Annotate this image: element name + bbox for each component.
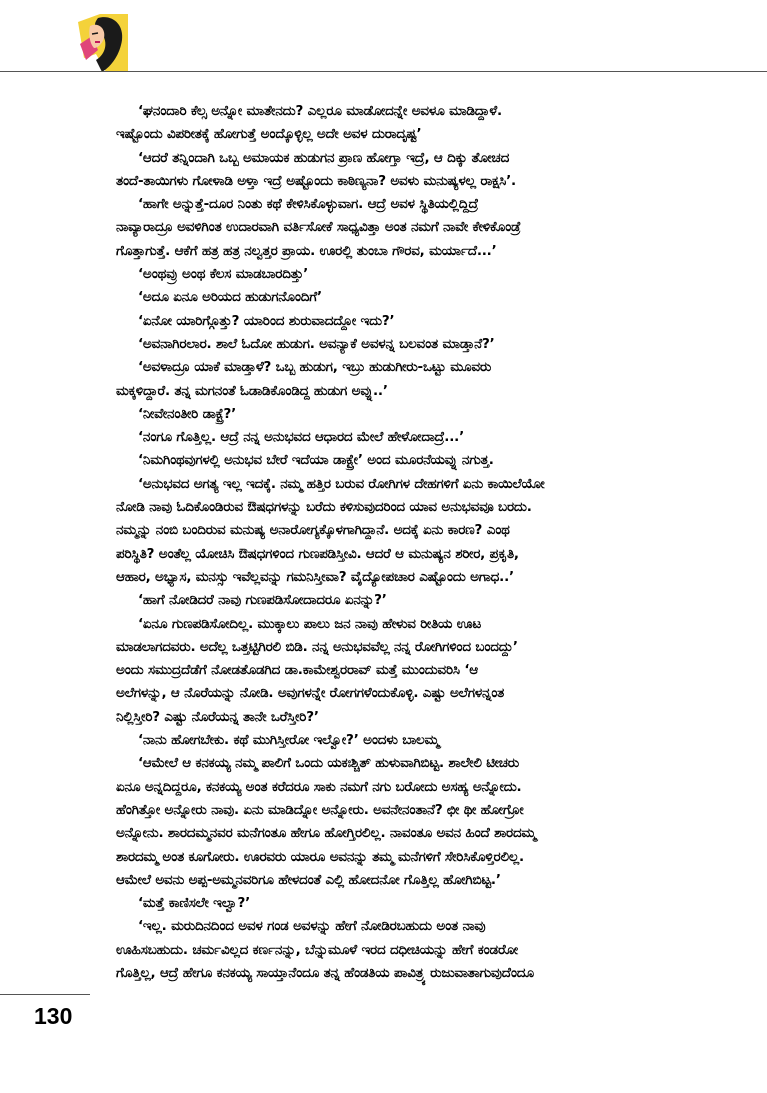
text-line: ಊಹಿಸಬಹುದು. ಚರ್ಮವಿಲ್ಲದ ಕರ್ಣನನ್ನು, ಬೆನ್ನುಮೂಳೆ ಇರದ ದಧೀಚಿಯನ್ನು ಹೇಗೆ ಕಂಡರೋ xyxy=(116,941,518,958)
text-line: ನಿಲ್ಲಿಸ್ತೀರಿ? ಎಷ್ಟು ನೊರೆಯನ್ನ ತಾನೇ ಒರೆಸ್ತೀರಿ?’ xyxy=(116,708,319,725)
page-number: 130 xyxy=(34,1003,73,1029)
text-line: ಗೊತ್ತಾಗುತ್ತೆ. ಆಕೆಗೆ ಹತ್ರ ಹತ್ರ ನಲ್ವತ್ತರ ಪ್ರಾಯ. ಊರಲ್ಲಿ ತುಂಬಾ ಗೌರವ, ಮರ್ಯಾದೆ...’ xyxy=(116,242,497,259)
text-line: ಆಹಾರ, ಅಭ್ಯಾಸ, ಮನಸ್ಸು ಇವೆಲ್ಲವನ್ನು ಗಮನಿಸ್ತೀವಾ? ವೈದ್ಯೋಪಚಾರ ಎಷ್ಟೊಂದು ಅಗಾಧ..’ xyxy=(116,568,514,585)
text-line: ‘ಅವನಾಗಿರಲಾರ. ಶಾಲೆ ಓದೋ ಹುಡುಗ. ಅವನ್ಯಾಕೆ ಅವಳನ್ನ ಬಲವಂತ ಮಾಡ್ತಾನೆ?’ xyxy=(138,335,495,352)
text-line: ನಾವ್ಯಾರಾದ್ರೂ ಅವಳಿಗಿಂತ ಉದಾರವಾಗಿ ವರ್ತಿಸೋಕೆ ಸಾಧ್ಯವಿತ್ತಾ ಅಂತ ನಮಗೆ ನಾವೇ ಕೇಳಿಕೊಂಡ್ರೆ xyxy=(116,219,521,236)
text-line: ಮಾಡಲಾಗದವರು. ಅದೆಲ್ಲ ಒತ್ತಟ್ಟಿಗಿರಲಿ ಬಿಡಿ. ನನ್ನ ಅನುಭವವೆಲ್ಲ ನನ್ನ ರೋಗಿಗಳಿಂದ ಬಂದದ್ದು’ xyxy=(116,638,518,655)
text-line: ಅಲೆಗಳನ್ನು, ಆ ನೊರೆಯನ್ನು ನೋಡಿ. ಅವುಗಳನ್ನೇ ರೋಗಗಳೆಂದುಕೊಳ್ಳಿ. ಎಷ್ಟು ಅಲೆಗಳನ್ನಂತ xyxy=(116,685,505,702)
text-line: ಪರಿಸ್ಥಿತಿ? ಅಂತೆಲ್ಲ ಯೋಚಿಸಿ ಔಷಧಗಳಿಂದ ಗುಣಪಡಿಸ್ತೀವಿ. ಆದರೆ ಆ ಮನುಷ್ಯನ ಶರೀರ, ಪ್ರಕೃತಿ, xyxy=(116,545,519,562)
text-line: ‘ಅದೂ ಏನೂ ಅರಿಯದ ಹುಡುಗನೊಂದಿಗೆ’ xyxy=(138,289,322,306)
text-line: ಏನೂ ಅನ್ನದಿದ್ದರೂ, ಕನಕಯ್ಯ ಅಂತ ಕರೆದರೂ ಸಾಕು ನಮಗೆ ನಗು ಬರೋದು ಅಸಹ್ಯ ಅನ್ನೋದು. xyxy=(116,778,522,795)
text-line: ‘ಮತ್ತೆ ಕಾಣಿಸಲೇ ಇಲ್ವಾ?’ xyxy=(138,895,251,912)
text-line: ಹೆಂಗಿತ್ತೋ ಅನ್ನೋರು ನಾವು. ಏನು ಮಾಡಿದ್ನೋ ಅನ್ನೋರು. ಅವನೇನಂತಾನೆ? ಛೀ ಥೀ ಹೋಗ್ರೋ xyxy=(116,801,524,818)
text-line: ‘ಏನೂ ಗುಣಪಡಿಸೋದಿಲ್ಲ. ಮುಕ್ಕಾಲು ಪಾಲು ಜನ ನಾವು ಹೇಳುವ ರೀತಿಯ ಊಟ xyxy=(138,615,482,632)
magazine-logo xyxy=(78,14,128,72)
text-line: ಇಷ್ಟೊಂದು ವಿಪರೀತಕ್ಕೆ ಹೋಗುತ್ತೆ ಅಂದ್ಕೊಳ್ಳಿಲ್ಲ ಅದೇ ಅವಳ ದುರಾದೃಷ್ಟ’ xyxy=(116,126,422,143)
text-body xyxy=(116,100,736,985)
text-line: ‘ಘನಂದಾರಿ ಕೆಲ್ಸ ಅನ್ನೋ ಮಾತೇನದು? ಎಲ್ಲರೂ ಮಾಡೋದನ್ನೇ ಅವಳೂ ಮಾಡಿದ್ದಾಳೆ. xyxy=(138,103,502,119)
text-line: ‘ಹಾಗೇ ಅನ್ನುತ್ತೆ-ದೂರ ನಿಂತು ಕಥೆ ಕೇಳಿಸಿಕೊಳ್ಳುವಾಗ. ಆದ್ರೆ ಅವಳ ಸ್ಥಿತಿಯಲ್ಲಿದ್ದಿದ್ರೆ xyxy=(138,196,479,213)
text-line: ‘ಅನುಭವದ ಅಗತ್ಯ ಇಲ್ಲ ಇದಕ್ಕೆ. ನಮ್ಮ ಹತ್ತಿರ ಬರುವ ರೋಗಿಗಳ ದೇಹಗಳಿಗೆ ಏನು ಕಾಯಿಲೆಯೋ xyxy=(138,475,545,492)
text-line: ‘ಇಲ್ಲ. ಮರುದಿನದಿಂದ ಅವಳ ಗಂಡ ಅವಳನ್ನು ಹೇಗೆ ನೋಡಿರಬಹುದು ಅಂತ ನಾವು xyxy=(138,918,486,935)
text-line: ‘ನಂಗೂ ಗೊತ್ತಿಲ್ಲ. ಆದ್ರೆ ನನ್ನ ಅನುಭವದ ಆಧಾರದ ಮೇಲೆ ಹೇಳೋದಾದ್ರೆ...’ xyxy=(138,429,464,446)
text-line: ‘ಹಾಗೆ ನೋಡಿದರೆ ನಾವು ಗುಣಪಡಿಸೋದಾದರೂ ಏನನ್ನು?’ xyxy=(138,592,387,609)
text-line: ‘ಏನೋ ಯಾರಿಗ್ಗೊತ್ತು? ಯಾರಿಂದ ಶುರುವಾದದ್ದೋ ಇದು?’ xyxy=(138,312,395,329)
text-line: ‘ನಾನು ಹೋಗಬೇಕು. ಕಥೆ ಮುಗಿಸ್ತೀರೋ ಇಲ್ವೋ?’ ಅಂದಳು ಬಾಲಮ್ಮ xyxy=(138,732,440,749)
text-line: ನೋಡಿ ನಾವು ಓದಿಕೊಂಡಿರುವ ಔಷಧಗಳನ್ನು ಬರೆದು ಕಳಿಸುವುದರಿಂದ ಯಾವ ಅನುಭವವೂ ಬರದು. xyxy=(116,499,532,516)
text-line: ‘ಆದರೆ ತನ್ನಿಂದಾಗಿ ಒಬ್ಬ ಅಮಾಯಕ ಹುಡುಗನ ಪ್ರಾಣ ಹೋಗ್ತಾ ಇದ್ರೆ, ಆ ದಿಕ್ಕು ತೋಚದ xyxy=(138,149,510,166)
text-line: ಮಕ್ಕಳಿದ್ದಾರೆ. ತನ್ನ ಮಗನಂತೆ ಓಡಾಡಿಕೊಂಡಿದ್ದ ಹುಡುಗ ಅವ್ನು..’ xyxy=(116,382,388,399)
text-line: ಆಮೇಲೆ ಅವನು ಅಪ್ಪ-ಅಮ್ಮನವರಿಗೂ ಹೇಳದಂತೆ ಎಲ್ಲಿ ಹೋದನೋ ಗೊತ್ತಿಲ್ಲ ಹೋಗಿಬಿಟ್ಟ.’ xyxy=(116,871,501,888)
header-rule xyxy=(0,71,767,72)
text-line: ತಂದೆ-ತಾಯಿಗಳು ಗೋಳಾಡಿ ಅಳ್ತಾ ಇದ್ರೆ ಅಷ್ಟೊಂದು ಕಾಠಿಣ್ಯನಾ? ಅವಳು ಮನುಷ್ಯಳಲ್ಲ ರಾಕ್ಷಸಿ’. xyxy=(116,172,516,189)
text-line: ‘ಅಂಥವ್ರು ಅಂಥ ಕೆಲಸ ಮಾಡಬಾರದಿತ್ತು’ xyxy=(138,266,309,283)
text-line: ‘ನೀವೇನಂತೀರಿ ಡಾಕ್ಟ್ರೆ?’ xyxy=(138,405,237,422)
text-line: ಅನ್ನೋನು. ಶಾರದಮ್ಮನವರ ಮನೆಗಂತೂ ಹೇಗೂ ಹೋಗ್ತಿರಲಿಲ್ಲ. ನಾವಂತೂ ಅವನ ಹಿಂದೆ ಶಾರದಮ್ಮ xyxy=(116,825,536,842)
text-line: ‘ಅವಳಾದ್ರೂ ಯಾಕೆ ಮಾಡ್ತಾಳೆ? ಒಬ್ಬ ಹುಡುಗ, ಇಬ್ರು ಹುಡುಗೀರು-ಒಟ್ಟು ಮೂವರು xyxy=(138,359,492,376)
text-line: ‘ಆಮೇಲೆ ಆ ಕನಕಯ್ಯ ನಮ್ಮ ಪಾಲಿಗೆ ಒಂದು ಯಕಃಶ್ಚಿತ್ ಹುಳುವಾಗಿಬಿಟ್ಟ. ಶಾಲೇಲಿ ಟೀಚರು xyxy=(138,755,520,772)
text-line: ನಮ್ಮನ್ನು ನಂಬಿ ಬಂದಿರುವ ಮನುಷ್ಯ ಅನಾರೋಗ್ಯಕ್ಕೊಳಗಾಗಿದ್ದಾನೆ. ಅದಕ್ಕೆ ಏನು ಕಾರಣ? ಎಂಥ xyxy=(116,522,510,539)
footer-rule xyxy=(0,994,90,995)
text-line: ಶಾರದಮ್ಮ ಅಂತ ಕೂಗೋರು. ಊರವರು ಯಾರೂ ಅವನನ್ನು ತಮ್ಮ ಮನೆಗಳಿಗೆ ಸೇರಿಸಿಕೊಳ್ತಿರಲಿಲ್ಲ. xyxy=(116,848,524,865)
text-line: ಗೊತ್ತಿಲ್ಲ, ಆದ್ರೆ ಹೇಗೂ ಕನಕಯ್ಯ ಸಾಯ್ತಾನೆಂದೂ ತನ್ನ ಹೆಂಡತಿಯ ಪಾವಿತ್ರ್ಯ ರುಜುವಾತಾಗುವುದೆಂದೂ xyxy=(116,964,534,981)
text-line: ಅಂದು ಸಮುದ್ರದೆಡೆಗೆ ನೋಡತೊಡಗಿದ ಡಾ.ಕಾಮೇಶ್ವರರಾವ್ ಮತ್ತೆ ಮುಂದುವರಿಸಿ ‘ಆ xyxy=(116,662,479,679)
text-line: ‘ನಿಮಗಿಂಥವುಗಳಲ್ಲಿ ಅನುಭವ ಬೇರೆ ಇದೆಯಾ ಡಾಕ್ಟ್ರೇ’ ಅಂದ ಮೂರನೆಯವ್ನು ನಗುತ್ತ. xyxy=(138,452,494,469)
